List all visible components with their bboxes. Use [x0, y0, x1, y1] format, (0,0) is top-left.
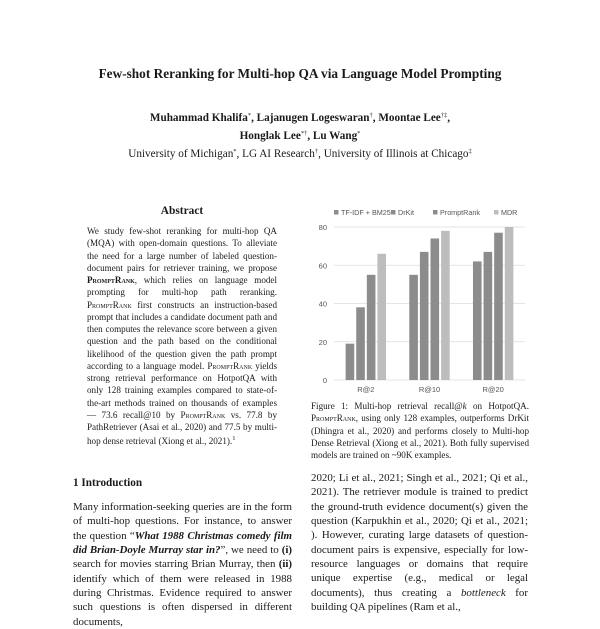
intro-part: identify which of them were released in 1988 during Christmas. Evidence required to answer such questions is often dispersed in different documents,: [73, 572, 292, 628]
right-column-text: [311, 471, 528, 614]
right-part: 2020; Li et al., 2021; Singh et al., 2021; Qi et al., 2021). The retriever module is trained to predict the ground-truth evidence document(s) given the question (Karpukhin et al., 2020; Qi et al., 2021; ). However, curating large datasets of question-document pairs is expensive, especially for low-resource languages or domains that require unique expertise (e.g., medical or legal documents), thus creating a: [311, 472, 528, 599]
abstract-part: vs. 77.8 by PathRetriever (Asai et al., 2020) and 77.5 by multi-hop dense retrieval (Xiong et al., 2021).: [87, 409, 277, 447]
intro-part: ”, we need to: [220, 544, 282, 557]
step-marker: (ii): [278, 558, 292, 571]
y-tick-label: 20: [318, 337, 327, 347]
abstract-part: , which relies on language model prompting for multi-hop path reranking.: [87, 275, 277, 298]
y-tick-label: 40: [318, 299, 327, 309]
author-mark: *: [247, 112, 252, 119]
bar-drkit-r20: [484, 252, 493, 380]
intro-part: Many information-seeking queries are in the form of multi-hop questions. For instance, to answer the question “: [73, 501, 292, 542]
method-name: PromptRank: [87, 275, 135, 285]
affiliation-mark: ‡: [468, 148, 472, 155]
bar-mdr-r2: [377, 254, 386, 380]
legend-swatch: [494, 210, 499, 215]
author-mark: †: [369, 112, 373, 119]
author-mark: †‡: [440, 112, 448, 119]
bar-promptrank-r20: [494, 233, 503, 380]
example-question: What 1988 Christmas comedy film did Brian-Doyle Murray star in?: [73, 529, 292, 557]
caption-part: , using only 128 examples, outperforms DrKit (Dhingra et al., 2020) and performs closely to Multi-hop Dense Retrieval (Xiong et al., 2021). Both fully supervised models are trained on ~90K examples.: [311, 413, 529, 460]
x-tick-label: R@20: [482, 385, 504, 394]
author-name: Honglak Lee: [239, 130, 301, 142]
intro-text: [73, 500, 292, 629]
bar-mdr-r20: [505, 227, 514, 380]
legend-label: TF-IDF + BM25: [341, 208, 391, 217]
bar-promptrank-r2: [367, 275, 376, 380]
step-marker: (i): [281, 544, 292, 557]
abstract-heading: Abstract: [160, 205, 204, 217]
y-tick-label: 80: [318, 223, 327, 232]
separator: ,: [372, 112, 379, 124]
author-mark: *†: [300, 130, 308, 137]
separator: ,: [447, 112, 451, 124]
legend-swatch: [334, 210, 339, 215]
legend-label: DrKit: [398, 208, 414, 217]
affiliation: LG AI Research: [242, 148, 315, 160]
emphasis: bottleneck: [460, 586, 506, 599]
method-name: PromptRank: [87, 299, 132, 310]
separator: ,: [318, 148, 324, 160]
footnote-mark: 1: [232, 435, 236, 443]
method-name: PromptRank: [180, 409, 226, 420]
bar-drkit-r2: [356, 307, 365, 380]
method-name: PromptRank: [207, 360, 253, 371]
right-part: for building QA pipelines (Ram et al.,: [311, 586, 529, 614]
method-name: PromptRank: [311, 413, 356, 424]
bar-mdr-r10: [441, 231, 450, 380]
caption-variable: k: [462, 401, 467, 411]
bar-tf-idf-bm25-r10: [409, 275, 418, 380]
author-name: Lu Wang: [312, 130, 358, 142]
chart-x-labels: [357, 385, 504, 394]
affiliation-mark: *: [233, 148, 237, 155]
bar-tf-idf-bm25-r20: [473, 261, 482, 380]
abstract-part: yields strong retrieval performance on HotpotQA with only 128 training examples compared to state-of-the-art methods trained on thousands of examples — 73.6 recall@10 by: [87, 360, 278, 420]
section-heading: 1 Introduction: [73, 477, 143, 489]
intro-part: search for movies starring Brian Murray, then: [73, 558, 279, 571]
legend-label: MDR: [501, 208, 518, 217]
paper-title: Few-shot Reranking for Multi-hop QA via Language Model Prompting: [98, 66, 502, 81]
affiliation-mark: †: [314, 148, 319, 155]
chart-legend: [334, 208, 517, 217]
affiliation: University of Michigan: [128, 148, 234, 160]
y-tick-label: 0: [322, 376, 327, 385]
separator: ,: [251, 112, 257, 124]
separator: ,: [307, 130, 313, 142]
x-tick-label: R@2: [357, 385, 375, 394]
legend-swatch: [391, 210, 396, 215]
bar-drkit-r10: [420, 252, 429, 380]
separator: ,: [236, 148, 243, 160]
legend-swatch: [433, 210, 438, 215]
abstract-part: We study few-shot reranking for multi-hop QA (MQA) with open-domain questions. To alleviate the need for a large number of labeled question-document pairs for retriever training, we propose: [87, 226, 277, 273]
caption-part: Figure 1: Multi-hop retrieval recall@: [311, 401, 463, 411]
figure-caption: [311, 400, 529, 461]
bar-tf-idf-bm25-r2: [346, 344, 355, 380]
author-name: Muhammad Khalifa: [149, 112, 248, 124]
abstract-part: first constructs an instruction-based prompt that includes a candidate document path and then computes the relevance score between a given question and the path based on the conditional likelihood of the question given the path prompt according to a language model.: [87, 299, 277, 371]
author-mark: *: [357, 130, 361, 137]
y-tick-label: 60: [318, 261, 327, 271]
affiliation: University of Illinois at Chicago: [323, 148, 469, 160]
x-tick-label: R@10: [418, 385, 441, 394]
bar-promptrank-r10: [431, 238, 440, 380]
legend-label: PromptRank: [440, 208, 480, 217]
author-name: Moontae Lee: [378, 112, 441, 124]
author-name: Lajanugen Logeswaran: [256, 112, 370, 124]
caption-part: on HotpotQA.: [466, 401, 529, 411]
